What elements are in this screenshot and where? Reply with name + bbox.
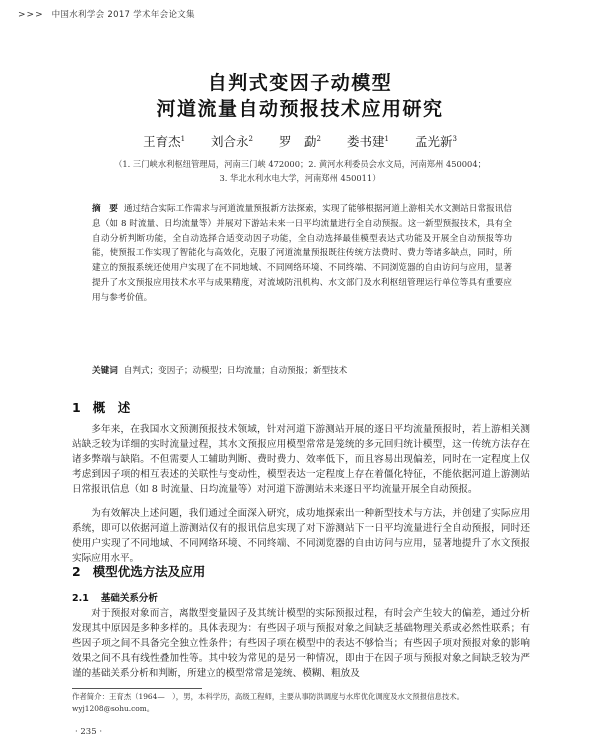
author [279,134,321,149]
author-affiliation-mark: 1 [384,134,389,143]
subsection-2-1-title: 基础关系分析 [100,593,158,604]
subsection-2-1-number: 2.1 [72,593,89,604]
affiliation-line-2: 3. 华北水利水电大学，河南郑州 450011） [219,173,381,183]
subsection-2-1-paragraph: 对于预报对象而言，离散型变量因子及其统计模型的实际预报过程，有时会产生较大的偏差，通过分析发现其中原因是多种多样的。具体表现为：有些因子项与预报对象之间缺乏基础物理关系或必然性联系；有些因子项之间不具备完全独立性条件；有些因子项在模型中的表达不够恰当；有些因子项对预报对象的影响效果之间不具有线性叠加性等。其中较为常见的是另一种情况，即由于在因子项与预报对象之间缺乏较为严谨的基础关系分析和判断，所建立的模型常常是笼统、模糊、粗放及 [72,608,530,679]
author-name: 刘合永 [211,134,249,149]
section-2-title: 模型优选方法及应用 [92,564,206,579]
section-2-number: 2 [72,564,81,579]
author-affiliation-mark: 1 [180,134,186,143]
page-number: · 235 · [75,727,103,737]
author [415,134,457,149]
keywords-label: 关键词 [92,366,118,376]
section-1-heading [72,398,130,416]
section-1-paragraph-2: 为有效解决上述问题，我们通过全面深入研究，成功地探索出一种新型技术与方法，并创建了实际应用系统，即可以依据河道上游测站仅有的报讯信息实现了对下游测站下一日平均流量进行全自动预报，同时还使用户实现了不同地域、不同网络环境、不同终端、不同浏览器的自由访问与应用，显著地提升了水文预报实际应用水平。 [72,508,530,564]
author-name: 娄书建 [346,134,385,149]
author [143,134,185,149]
abstract [92,202,512,306]
keywords-text: 自判式；变因子；动模型；日均流量；自动预报；新型技术 [123,366,348,376]
running-header-text: 中国水利学会 2017 学术年会论文集 [51,10,195,20]
section-2-heading [72,562,205,580]
subsection-2-1-heading [72,590,158,604]
section-1-title: 概 述 [92,400,131,415]
abstract-text: 通过结合实际工作需求与河道流量预报新方法探索，实现了能够根据河道上游相关水文测站日常报讯信息（如 8 时流量、日均流量等）并展对下游站未来一日平均流量进行全自动预报。这一新型预报技术，具有全自动分析判断功能，全自动选择合适变动因子功能，全自动选择最佳模型表达式功能及开展全自动预报等功能，使预报工作实现了智能化与高效化，克服了河道流量预报既往传统方法费时、费力等诸多缺点，同时，所建立的预报系统还使用户实现了在不同地域、不同网络环境、不同终端、不同浏览器的自由访问与应用，显著提升了水文预报应用技术水平与成果精度，对流域防汛机构、水文部门及水利枢纽管理运行单位等具有重要应用与参考价值。 [92,204,512,303]
author [211,134,253,149]
paper-title-line-2: 河道流量自动预报技术应用研究 [156,98,444,120]
author-name: 孟光新 [414,134,453,149]
author-affiliation-mark: 2 [316,134,321,143]
footnote-divider [72,688,202,689]
author-footnote: 作者简介：王育杰（1964— ），男，本科学历，高级工程师，主要从事防洪调度与水库优化调度及水文预报信息技术。wyj1208@sohu.com。 [72,692,465,713]
author-affiliation-mark: 2 [248,134,254,143]
running-header-chevrons: >>> [18,10,44,20]
section-1-number: 1 [72,400,81,415]
author [347,134,389,149]
affiliation-line-1: （1. 三门峡水利枢纽管理局，河南三门峡 472000；2. 黄河水利委员会水文局，河南郑州 450004； [114,159,486,169]
running-header [18,8,195,20]
author-name: 罗 勐 [279,134,317,149]
keywords [92,364,512,376]
abstract-label: 摘 要 [92,204,118,214]
author-name: 王育杰 [143,134,181,149]
author-affiliation-mark: 3 [452,134,457,143]
paper-title-line-1: 自判式变因子动模型 [207,72,393,94]
author-list [0,132,600,150]
section-1-paragraph-1: 多年来，在我国水文预测预报技术领域，针对河道下游测站开展的逐日平均流量预报时，若上游相关测站缺乏较为详细的实时流量过程，其水文预报应用模型常常是笼统的多元回归统计模型，这一传统方法存在诸多弊端与缺陷。不但需要人工辅助判断、费时费力、效率低下，而且容易出现偏差，同时在一定程度上仅考虑到因子项的相互表述的关联性与变动性，模型表达一定程度上存在着僵化特征，不能依据河道上游测站日常报讯信息（如 8 时流量、日均流量等）对河道下游测站未来逐日平均流量开展全自动预报。 [72,424,530,495]
